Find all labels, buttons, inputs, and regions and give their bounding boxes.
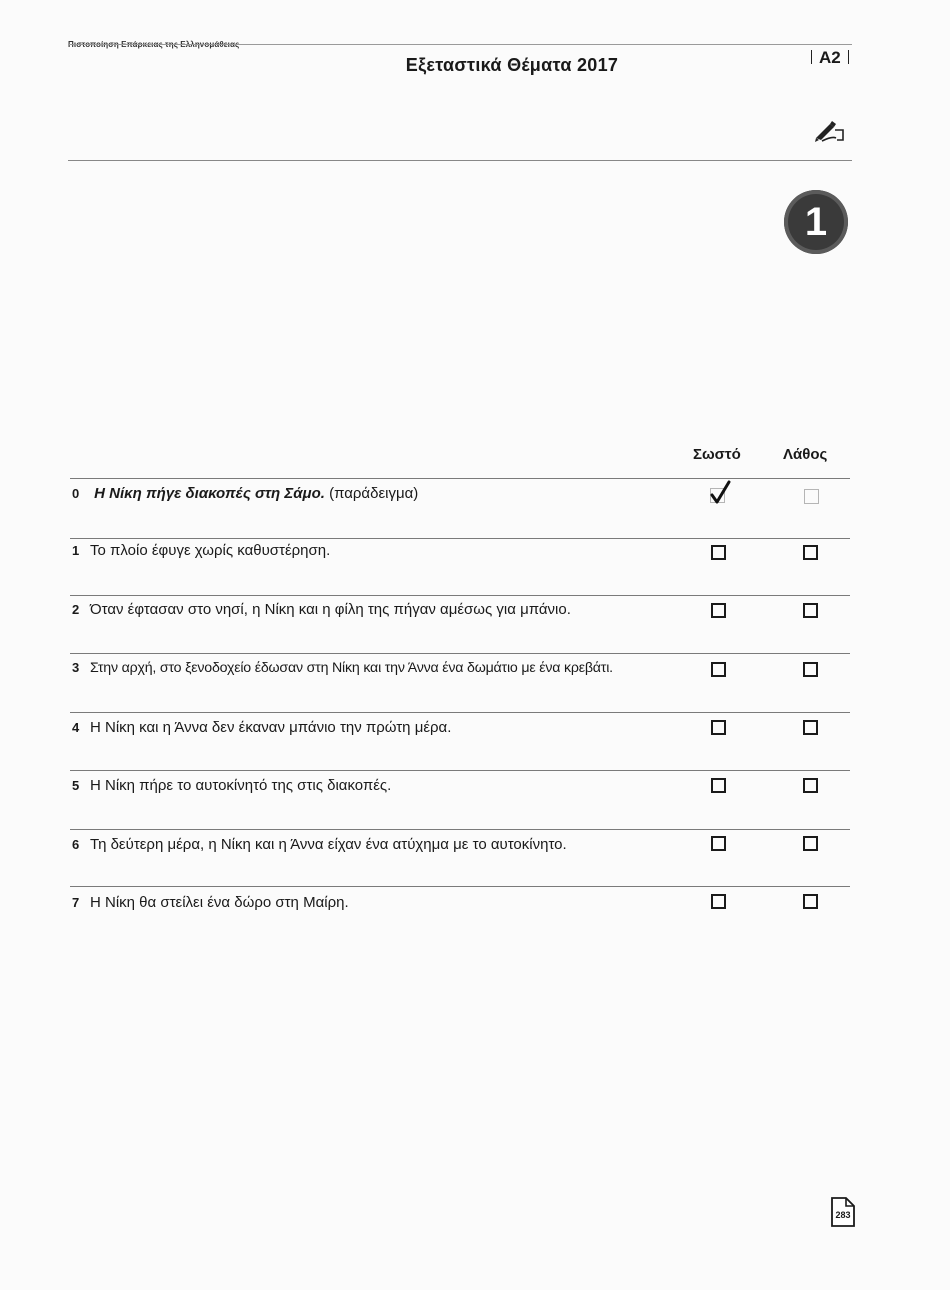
example-wrong-checkbox — [804, 489, 819, 504]
statement-row — [72, 894, 349, 911]
statement-row — [72, 601, 571, 618]
level-bar-left — [811, 50, 812, 64]
row-divider — [70, 538, 850, 539]
statement-number: 7 — [72, 895, 80, 910]
correct-checkbox[interactable] — [711, 894, 726, 909]
level-bar-right — [848, 50, 849, 64]
row-divider — [70, 770, 850, 771]
statement-text: Τη δεύτερη μέρα, η Νίκη και η Άννα είχαν ένα ατύχημα με το αυτοκίνητο. — [90, 836, 567, 853]
statement-row — [72, 777, 391, 794]
wrong-checkbox[interactable] — [803, 720, 818, 735]
page-title-text: Εξεταστικά Θέματα 2017 — [405, 55, 619, 75]
header-divider — [68, 160, 852, 161]
row-divider — [70, 478, 850, 479]
example-note: (παράδειγμα) — [329, 485, 419, 502]
example-correct-checkbox — [707, 484, 729, 506]
correct-checkbox[interactable] — [711, 662, 726, 677]
statement-text: Όταν έφτασαν στο νησί, η Νίκη και η φίλη της πήγαν αμέσως για μπάνιο. — [90, 601, 571, 618]
wrong-checkbox[interactable] — [803, 836, 818, 851]
row-divider — [70, 829, 850, 830]
example-statement: Η Νίκη πήγε διακοπές στη Σάμο. — [94, 485, 325, 502]
statement-row — [72, 542, 330, 559]
example-number: 0 — [72, 486, 80, 501]
correct-checkbox[interactable] — [711, 720, 726, 735]
statement-number: 4 — [72, 720, 80, 735]
pen-hand-icon — [812, 118, 846, 144]
correct-checkbox[interactable] — [711, 603, 726, 618]
wrong-checkbox[interactable] — [803, 778, 818, 793]
page-number: 283 — [835, 1210, 851, 1220]
task-number: 1 — [804, 199, 828, 244]
wrong-checkbox[interactable] — [803, 894, 818, 909]
row-divider — [70, 653, 850, 654]
checkmark-icon — [709, 480, 733, 506]
statement-text: Το πλοίο έφυγε χωρίς καθυστέρηση. — [90, 542, 331, 559]
wrong-checkbox[interactable] — [803, 603, 818, 618]
statement-text: Η Νίκη πήρε το αυτοκίνητό της στις διακοπές. — [90, 777, 392, 794]
statement-row — [72, 660, 613, 676]
correct-checkbox[interactable] — [711, 778, 726, 793]
statement-text: Στην αρχή, στο ξενοδοχείο έδωσαν στη Νίκη και την Άννα ένα δωμάτιο με ένα κρεβάτι. — [90, 660, 613, 676]
statement-row — [72, 836, 567, 853]
statement-number: 2 — [72, 602, 80, 617]
statement-text: Η Νίκη και η Άννα δεν έκαναν μπάνιο την πρώτη μέρα. — [90, 719, 452, 736]
correct-checkbox[interactable] — [711, 836, 726, 851]
task-number-badge — [784, 190, 848, 254]
wrong-checkbox[interactable] — [803, 662, 818, 677]
level-indicator — [804, 48, 856, 68]
header-rule — [68, 44, 852, 45]
level-label: A2 — [819, 48, 841, 67]
row-divider — [70, 595, 850, 596]
statement-number: 5 — [72, 778, 80, 793]
correct-checkbox[interactable] — [711, 545, 726, 560]
statement-number: 6 — [72, 837, 80, 852]
statement-number: 3 — [72, 660, 80, 675]
row-divider — [70, 712, 850, 713]
example-row — [72, 485, 418, 502]
series-title: Πιστοποίηση Επάρκειας της Ελληνομάθειας — [68, 40, 240, 49]
column-correct-header: Σωστό — [693, 446, 741, 463]
statement-number: 1 — [72, 543, 80, 558]
column-wrong-header: Λάθος — [783, 446, 828, 463]
statement-text: Η Νίκη θα στείλει ένα δώρο στη Μαίρη. — [90, 894, 349, 911]
page-number-icon — [830, 1196, 856, 1228]
statement-row — [72, 719, 451, 736]
wrong-checkbox[interactable] — [803, 545, 818, 560]
row-divider — [70, 886, 850, 887]
